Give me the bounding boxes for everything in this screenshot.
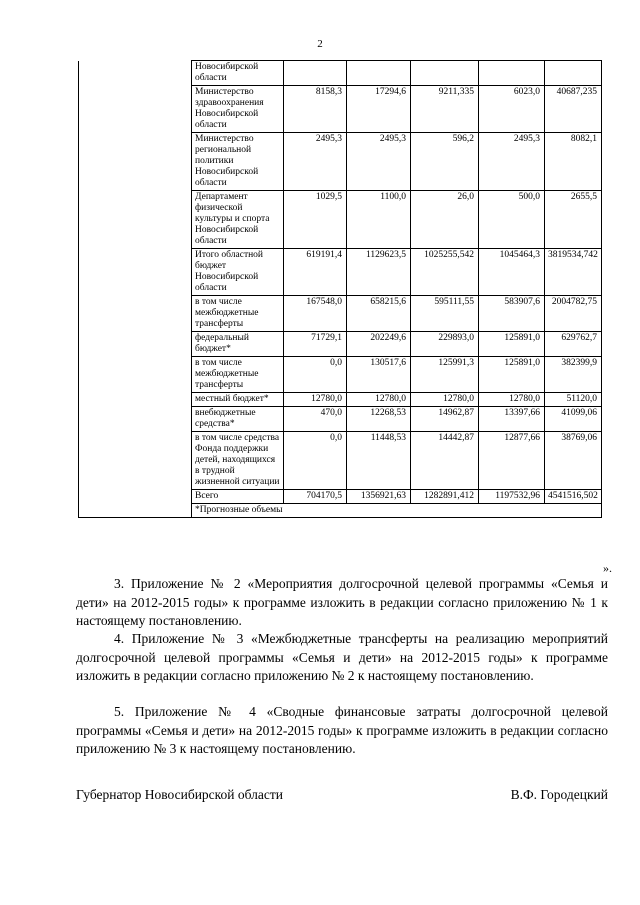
signature-name: В.Ф. Городецкий <box>510 787 608 802</box>
footnote-row <box>79 504 602 518</box>
table-body <box>79 61 602 518</box>
empty-cell <box>79 249 192 296</box>
value-cell: 1025255,542 <box>411 249 479 296</box>
value-cell: 14442,87 <box>411 432 479 490</box>
value-cell: 40687,235 <box>545 86 602 133</box>
table-row <box>79 296 602 332</box>
row-label: внебюджетные средства* <box>192 407 284 432</box>
paragraph-5-text: 5. Приложение № 4 «Сводные финансовые затраты долгосрочной целевой программы «Семья и дети» на 2012-2015 годы» к программе изложить в редакции согласно приложению № 3 к настоящему постановлению. <box>76 704 608 757</box>
value-cell: 658215,6 <box>347 296 411 332</box>
value-cell: 130517,6 <box>347 357 411 393</box>
row-label: Всего <box>192 490 284 504</box>
value-cell: 12780,0 <box>284 393 347 407</box>
value-cell: 51120,0 <box>545 393 602 407</box>
table-row <box>79 357 602 393</box>
paragraph-4-text: 4. Приложение № 3 «Межбюджетные трансферты на реализацию мероприятий долгосрочной целевой программы «Семья и дети» на 2012-2015 годы» к программе изложить в редакции согласно приложению № 2 к настоящему постановлению. <box>76 631 608 684</box>
empty-cell <box>79 357 192 393</box>
value-cell: 11448,53 <box>347 432 411 490</box>
value-cell: 8158,3 <box>284 86 347 133</box>
paragraph-3-text: 3. Приложение № 2 «Мероприятия долгосрочной целевой программы «Семья и дети» на 2012-2015 годы» к программе изложить в редакции согласно приложению № 1 к настоящему постановлению. <box>76 576 608 629</box>
table-row <box>79 249 602 296</box>
value-cell: 583907,6 <box>479 296 545 332</box>
value-cell: 0,0 <box>284 357 347 393</box>
row-label: в том числе межбюджетные трансферты <box>192 357 284 393</box>
value-cell <box>545 61 602 86</box>
value-cell: 38769,06 <box>545 432 602 490</box>
value-cell: 1197532,96 <box>479 490 545 504</box>
value-cell: 26,0 <box>411 191 479 249</box>
table-row <box>79 133 602 191</box>
empty-cell <box>79 504 192 518</box>
value-cell: 167548,0 <box>284 296 347 332</box>
value-cell: 1129623,5 <box>347 249 411 296</box>
empty-cell <box>79 86 192 133</box>
signature-position: Губернатор Новосибирской области <box>76 787 284 802</box>
value-cell: 229893,0 <box>411 332 479 357</box>
value-cell: 629762,7 <box>545 332 602 357</box>
value-cell: 2655,5 <box>545 191 602 249</box>
empty-cell <box>79 332 192 357</box>
closing-quote: ». <box>603 561 612 575</box>
value-cell: 4541516,502 <box>545 490 602 504</box>
value-cell: 6023,0 <box>479 86 545 133</box>
value-cell: 12780,0 <box>347 393 411 407</box>
row-label: федеральный бюджет* <box>192 332 284 357</box>
value-cell: 470,0 <box>284 407 347 432</box>
value-cell: 12268,53 <box>347 407 411 432</box>
paragraph-4 <box>76 630 608 686</box>
row-label: Департамент физической культуры и спорта Новосибирской области <box>192 191 284 249</box>
value-cell <box>347 61 411 86</box>
value-cell <box>411 61 479 86</box>
value-cell: 12780,0 <box>479 393 545 407</box>
table-row <box>79 191 602 249</box>
empty-cell <box>79 133 192 191</box>
row-label: Министерство региональной политики Новосибирской области <box>192 133 284 191</box>
row-label: Министерство здравоохранения Новосибирской области <box>192 86 284 133</box>
row-label: в том числе средства Фонда поддержки детей, находящихся в трудной жизненной ситуации <box>192 432 284 490</box>
row-label: в том числе межбюджетные трансферты <box>192 296 284 332</box>
value-cell: 1100,0 <box>347 191 411 249</box>
value-cell: 1356921,63 <box>347 490 411 504</box>
value-cell: 2495,3 <box>347 133 411 191</box>
value-cell: 8082,1 <box>545 133 602 191</box>
table-row <box>79 332 602 357</box>
budget-table <box>78 60 602 518</box>
value-cell: 1045464,3 <box>479 249 545 296</box>
value-cell: 125891,0 <box>479 332 545 357</box>
table-row <box>79 432 602 490</box>
value-cell: 1029,5 <box>284 191 347 249</box>
empty-cell <box>79 61 192 86</box>
value-cell: 382399,9 <box>545 357 602 393</box>
table-row <box>79 407 602 432</box>
empty-cell <box>79 407 192 432</box>
table-row <box>79 86 602 133</box>
footnote: *Прогнозные объемы <box>192 504 602 518</box>
value-cell: 704170,5 <box>284 490 347 504</box>
value-cell: 125991,3 <box>411 357 479 393</box>
value-cell: 2495,3 <box>284 133 347 191</box>
value-cell: 41099,06 <box>545 407 602 432</box>
value-cell: 12877,66 <box>479 432 545 490</box>
value-cell: 9211,335 <box>411 86 479 133</box>
value-cell: 13397,66 <box>479 407 545 432</box>
value-cell: 3819534,742 <box>545 249 602 296</box>
empty-cell <box>79 191 192 249</box>
value-cell: 595111,55 <box>411 296 479 332</box>
table-row <box>79 393 602 407</box>
paragraph-3 <box>76 575 608 631</box>
value-cell: 14962,87 <box>411 407 479 432</box>
page-number: 2 <box>317 38 323 50</box>
value-cell: 202249,6 <box>347 332 411 357</box>
value-cell: 1282891,412 <box>411 490 479 504</box>
empty-cell <box>79 393 192 407</box>
value-cell: 596,2 <box>411 133 479 191</box>
empty-cell <box>79 296 192 332</box>
value-cell: 125891,0 <box>479 357 545 393</box>
value-cell: 71729,1 <box>284 332 347 357</box>
row-label: местный бюджет* <box>192 393 284 407</box>
empty-cell <box>79 432 192 490</box>
value-cell: 0,0 <box>284 432 347 490</box>
value-cell: 500,0 <box>479 191 545 249</box>
value-cell: 619191,4 <box>284 249 347 296</box>
table-row <box>79 490 602 504</box>
value-cell <box>479 61 545 86</box>
value-cell: 12780,0 <box>411 393 479 407</box>
paragraph-5 <box>76 703 608 759</box>
empty-cell <box>79 490 192 504</box>
value-cell <box>284 61 347 86</box>
table-row <box>79 61 602 86</box>
row-label: Новосибирской области <box>192 61 284 86</box>
value-cell: 2495,3 <box>479 133 545 191</box>
value-cell: 17294,6 <box>347 86 411 133</box>
value-cell: 2004782,75 <box>545 296 602 332</box>
row-label: Итого областной бюджет Новосибирской области <box>192 249 284 296</box>
